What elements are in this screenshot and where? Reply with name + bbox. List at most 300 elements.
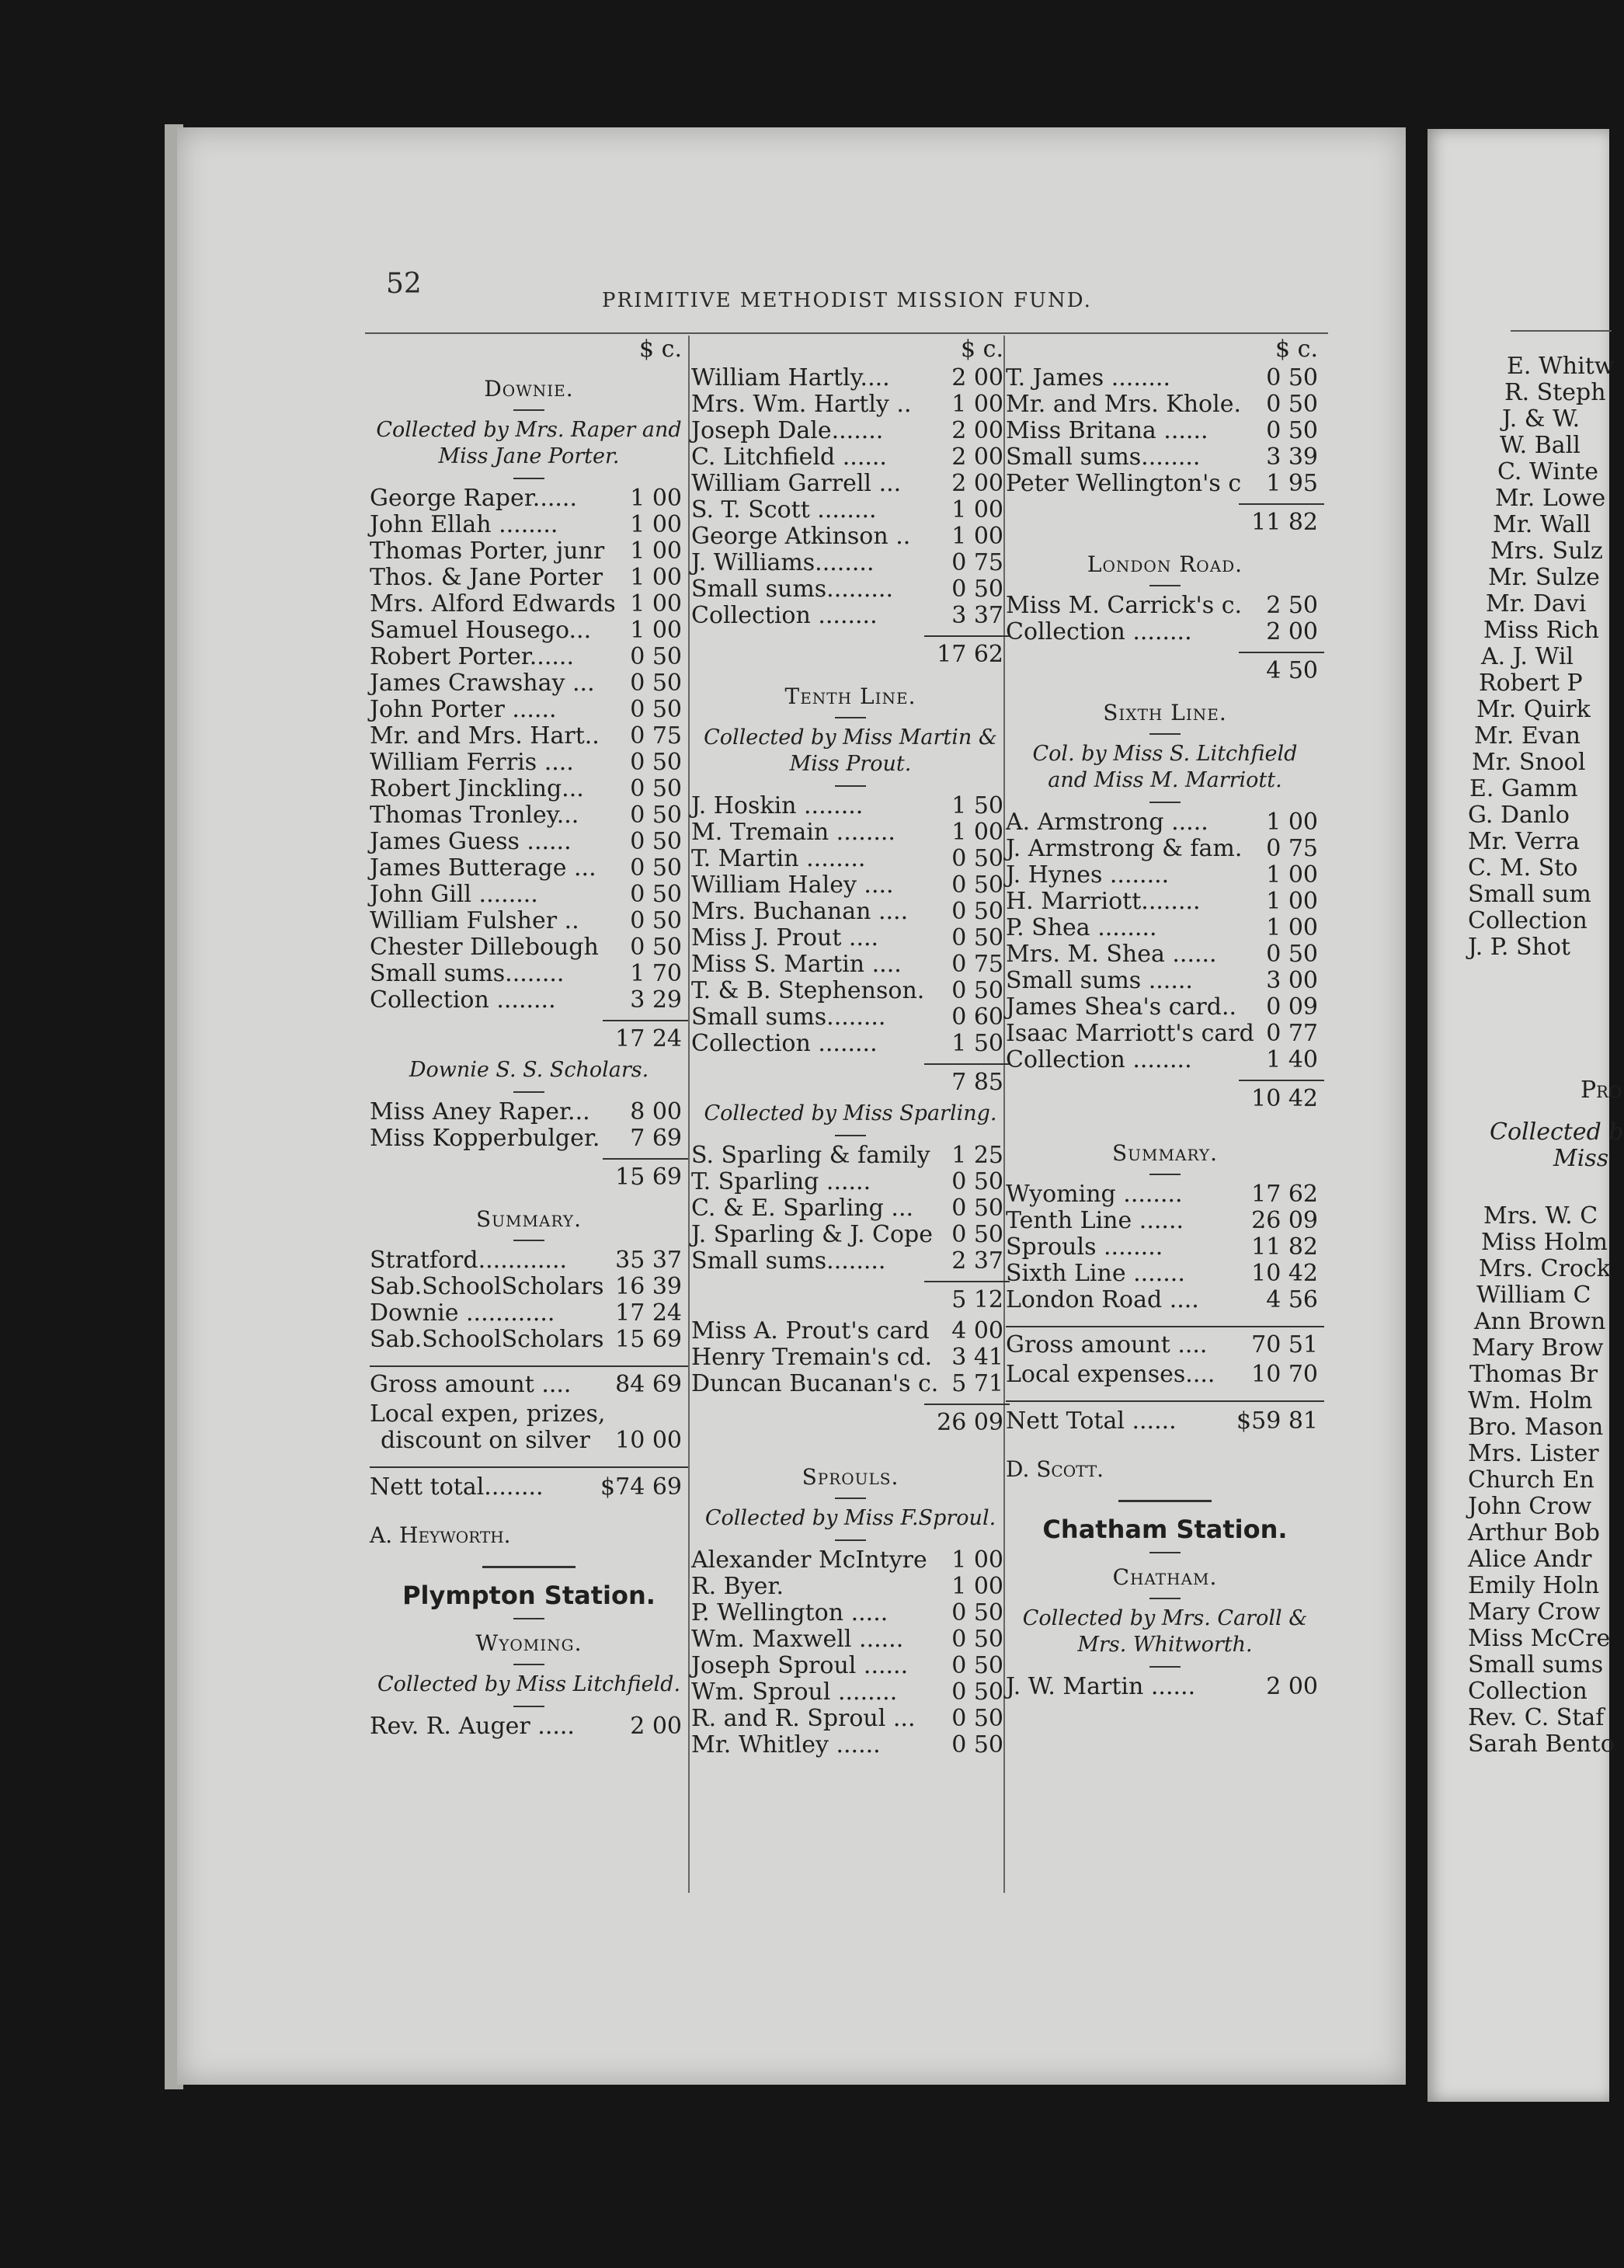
subtotal: 15 69 bbox=[603, 1158, 688, 1195]
entry-value: 2 00 bbox=[951, 417, 1003, 444]
entry-value: 8 00 bbox=[630, 1098, 682, 1125]
entry-value: 0 75 bbox=[951, 549, 1003, 576]
column-3 bbox=[1006, 334, 1324, 1700]
entry-row: Mr. Sulze bbox=[1488, 564, 1600, 591]
entry-value: 0 50 bbox=[951, 1731, 1003, 1758]
entry-name: T. Sparling ...... bbox=[691, 1168, 871, 1195]
section-heading: Summary. bbox=[476, 1206, 582, 1232]
entry-name: Wm. Sproul ........ bbox=[691, 1678, 898, 1706]
entry-value: 1 00 bbox=[951, 1573, 1003, 1600]
section-heading: Tenth Line. bbox=[784, 684, 916, 709]
entry-name: discount on silver bbox=[381, 1427, 590, 1454]
entry-row: Small sums bbox=[1468, 1651, 1604, 1678]
entry-row bbox=[1006, 994, 1324, 1021]
entry-name: Gross amount .... bbox=[370, 1371, 572, 1398]
entry-row bbox=[691, 978, 1010, 1004]
entry-name: Small sums........ bbox=[691, 1247, 886, 1275]
section-heading: London Road. bbox=[1087, 551, 1243, 577]
entry-value: 4 00 bbox=[951, 1317, 1003, 1344]
entry-row bbox=[1006, 1047, 1324, 1073]
entry-row bbox=[370, 697, 688, 723]
entry-row bbox=[1006, 593, 1324, 619]
collector-line: Mrs. Whitworth. bbox=[1077, 1633, 1253, 1657]
collector-line: Collected by Mrs. Caroll & bbox=[1022, 1606, 1308, 1630]
entry-list bbox=[691, 1318, 1010, 1397]
entry-row: Mary Brow bbox=[1472, 1334, 1604, 1362]
dash bbox=[1149, 1174, 1181, 1175]
entry-row: Alice Andr bbox=[1468, 1546, 1592, 1573]
entry-row bbox=[370, 1300, 688, 1327]
entry-name: Tenth Line ...... bbox=[1006, 1207, 1184, 1234]
entry-list bbox=[1468, 1203, 1624, 1758]
entry-name: Collection ........ bbox=[1006, 618, 1192, 645]
entry-value: 0 50 bbox=[630, 854, 682, 882]
entry-value: 0 77 bbox=[1266, 1020, 1318, 1047]
dash bbox=[513, 1091, 544, 1093]
dash bbox=[1149, 1666, 1181, 1668]
entry-value: 0 50 bbox=[630, 670, 682, 697]
entry-name: John Gill ........ bbox=[370, 881, 538, 908]
entry-value: 0 50 bbox=[951, 871, 1003, 899]
entry-value: 1 00 bbox=[951, 819, 1003, 846]
entry-row: Mr. Davi bbox=[1486, 590, 1587, 617]
entry-name: London Road .... bbox=[1006, 1286, 1199, 1313]
entry-row: R. Steph bbox=[1504, 379, 1606, 406]
entry-name: Miss S. Martin .... bbox=[691, 951, 902, 978]
entry-value: 4 56 bbox=[1266, 1286, 1318, 1313]
entry-value: 0 50 bbox=[951, 1599, 1003, 1626]
entry-value: 5 71 bbox=[951, 1370, 1003, 1397]
entry-list bbox=[1006, 1181, 1324, 1313]
entry-row bbox=[691, 1371, 1010, 1397]
entry-list bbox=[1006, 593, 1324, 645]
right-page-rule bbox=[1511, 330, 1612, 332]
entry-value: 0 50 bbox=[951, 898, 1003, 925]
entry-row bbox=[691, 925, 1010, 951]
entry-row bbox=[691, 471, 1010, 497]
entry-value: 3 00 bbox=[1266, 967, 1318, 994]
entry-row bbox=[691, 576, 1010, 603]
entry-row bbox=[691, 444, 1010, 471]
entry-name: Mrs. Buchanan .... bbox=[691, 898, 909, 925]
entry-row bbox=[370, 1125, 688, 1152]
entry-row: Mr. Evan bbox=[1474, 722, 1581, 750]
entry-value: $74 69 bbox=[600, 1473, 682, 1501]
entry-row: C. Winte bbox=[1497, 458, 1598, 485]
collector-line: Collected by Mrs. Raper and bbox=[376, 418, 682, 442]
entry-row bbox=[691, 793, 1010, 819]
entry-name: Collection ........ bbox=[691, 602, 878, 629]
entry-value: 0 75 bbox=[630, 722, 682, 750]
entry-name: Duncan Bucanan's c. bbox=[691, 1370, 939, 1397]
entry-value: 0 50 bbox=[630, 749, 682, 776]
entry-name: Samuel Housego... bbox=[370, 617, 592, 644]
entry-list bbox=[370, 1247, 688, 1353]
entry-value: 2 00 bbox=[951, 470, 1003, 497]
entry-value: 0 50 bbox=[630, 907, 682, 934]
dash bbox=[835, 717, 866, 718]
entry-value: 2 00 bbox=[1266, 1673, 1318, 1700]
spacer bbox=[370, 1505, 688, 1518]
entry-value: 0 09 bbox=[1266, 993, 1318, 1021]
entry-name: William Garrell ... bbox=[691, 470, 902, 497]
entry-row bbox=[691, 1732, 1010, 1758]
entry-value: 1 00 bbox=[1266, 914, 1318, 941]
entry-value: 1 40 bbox=[1266, 1046, 1318, 1073]
entry-name: Nett Total ...... bbox=[1006, 1407, 1177, 1435]
entry-value: 0 50 bbox=[951, 1221, 1003, 1248]
currency-header: $ c. bbox=[1275, 336, 1318, 363]
entry-list bbox=[1006, 365, 1324, 497]
entry-value: 0 50 bbox=[951, 845, 1003, 872]
page-number: 52 bbox=[386, 268, 422, 300]
entry-row bbox=[370, 934, 688, 961]
entry-list bbox=[691, 1547, 1010, 1758]
entry-row bbox=[370, 723, 688, 750]
entry-name: Small sums........ bbox=[691, 1004, 886, 1031]
entry-value: 70 51 bbox=[1251, 1331, 1318, 1358]
entry-row bbox=[691, 819, 1010, 846]
entry-name: Alexander McIntyre bbox=[691, 1546, 927, 1574]
section-heading: Chatham. bbox=[1112, 1564, 1218, 1590]
dash bbox=[1149, 585, 1181, 586]
subtotal: 26 09 bbox=[924, 1404, 1010, 1441]
entry-value: 1 00 bbox=[630, 485, 682, 512]
entry-name: Sixth Line ....... bbox=[1006, 1260, 1185, 1287]
entry-row: G. Danlo bbox=[1468, 802, 1570, 829]
entry-value: 0 50 bbox=[630, 881, 682, 908]
entry-name: Isaac Marriott's card bbox=[1006, 1020, 1254, 1047]
entry-value: 0 50 bbox=[951, 1678, 1003, 1706]
entry-value: 0 50 bbox=[951, 1626, 1003, 1653]
entry-value: 0 50 bbox=[630, 802, 682, 829]
entry-row: J. & W. bbox=[1502, 405, 1581, 433]
entry-name: Sprouls ........ bbox=[1006, 1233, 1163, 1261]
entry-value: 84 69 bbox=[615, 1371, 682, 1398]
entry-name: Miss M. Carrick's c. bbox=[1006, 592, 1243, 619]
entry-value: 1 00 bbox=[951, 1546, 1003, 1574]
entry-row bbox=[691, 1653, 1010, 1679]
entry-name: Henry Tremain's cd. bbox=[691, 1344, 933, 1371]
entry-value: 16 39 bbox=[615, 1273, 682, 1300]
entry-value: 0 50 bbox=[630, 775, 682, 802]
dash bbox=[513, 1240, 544, 1241]
entry-value: 17 62 bbox=[1251, 1181, 1318, 1208]
entry-row bbox=[691, 1679, 1010, 1706]
entry-value: 2 00 bbox=[951, 444, 1003, 471]
entry-row bbox=[370, 670, 688, 697]
section-rule bbox=[1118, 1500, 1212, 1502]
entry-name: T. Martin ........ bbox=[691, 845, 866, 872]
collector-line: Collected by Miss Sparling. bbox=[704, 1101, 997, 1125]
entry-name: R. Byer. bbox=[691, 1573, 784, 1600]
entry-value: $59 81 bbox=[1236, 1407, 1318, 1435]
column-2 bbox=[691, 334, 1010, 1758]
entry-name: Miss Britana ...... bbox=[1006, 417, 1208, 444]
entry-row: C. M. Sto bbox=[1468, 854, 1578, 882]
dash bbox=[1149, 1552, 1181, 1553]
local-expenses-row bbox=[1006, 1362, 1324, 1388]
collector-line: Collected by Miss Litchfield. bbox=[377, 1672, 681, 1696]
entry-value: 1 50 bbox=[951, 792, 1003, 819]
entry-name: H. Marriott........ bbox=[1006, 888, 1201, 915]
entry-row: Collection bbox=[1468, 907, 1587, 934]
entry-name: Joseph Dale....... bbox=[691, 417, 884, 444]
entry-row bbox=[691, 846, 1010, 872]
entry-row: E. Whitw bbox=[1507, 353, 1615, 380]
entry-row: Miss Rich bbox=[1483, 617, 1599, 644]
entry-row bbox=[1006, 836, 1324, 862]
spacer bbox=[370, 1353, 688, 1365]
subtotal: 4 50 bbox=[1239, 652, 1324, 689]
entry-row bbox=[691, 1195, 1010, 1222]
entry-value: 0 50 bbox=[951, 1168, 1003, 1195]
entry-value: 0 60 bbox=[951, 1004, 1003, 1031]
nett-total-row bbox=[1006, 1400, 1324, 1439]
collector-line: and Miss M. Marriott. bbox=[1048, 768, 1282, 792]
entry-value: 35 37 bbox=[615, 1247, 682, 1274]
entry-name: J. Armstrong & fam. bbox=[1006, 835, 1243, 862]
entry-name: M. Tremain ........ bbox=[691, 819, 895, 846]
entry-row: E. Gamm bbox=[1469, 775, 1578, 802]
entry-value: 0 50 bbox=[1266, 941, 1318, 968]
entry-value: 0 50 bbox=[630, 696, 682, 723]
spacer bbox=[1006, 1439, 1324, 1452]
entry-value: 2 00 bbox=[951, 364, 1003, 391]
entry-row bbox=[691, 1547, 1010, 1574]
entry-row bbox=[1006, 809, 1324, 836]
entry-name: Nett total........ bbox=[370, 1473, 544, 1501]
entry-row bbox=[691, 1169, 1010, 1195]
entry-value: 1 00 bbox=[630, 617, 682, 644]
entry-row: Mr. Wall bbox=[1493, 511, 1591, 538]
entry-row bbox=[370, 1327, 688, 1353]
entry-row bbox=[370, 617, 688, 644]
entry-row bbox=[1006, 1208, 1324, 1234]
entry-name: J. Sparling & J. Cope bbox=[691, 1221, 933, 1248]
entry-name: Wyoming ........ bbox=[1006, 1181, 1183, 1208]
entry-row bbox=[691, 524, 1010, 550]
entry-row bbox=[691, 1031, 1010, 1057]
collector-line: Col. by Miss S. Litchfield bbox=[1032, 742, 1298, 766]
entry-row: Miss McCre bbox=[1468, 1625, 1611, 1652]
entry-name: John Porter ...... bbox=[370, 696, 557, 723]
entry-name: J. Hoskin ........ bbox=[691, 792, 864, 819]
entry-row: Mr. Verra bbox=[1468, 828, 1581, 855]
entry-row: Emily Holn bbox=[1468, 1572, 1600, 1599]
entry-name: Miss Kopperbulger. bbox=[370, 1125, 600, 1152]
entry-value: 1 00 bbox=[630, 564, 682, 591]
spacer bbox=[691, 1441, 1010, 1453]
entry-row bbox=[370, 1274, 688, 1300]
spacer bbox=[1468, 1104, 1624, 1119]
entry-value: 2 00 bbox=[630, 1713, 682, 1740]
entry-name: C. Litchfield ...... bbox=[691, 444, 887, 471]
gross-amount-row bbox=[1006, 1326, 1324, 1362]
entry-value: 11 82 bbox=[1251, 1233, 1318, 1261]
entry-row bbox=[370, 829, 688, 855]
entry-value: 0 50 bbox=[630, 934, 682, 961]
entry-value: 0 50 bbox=[951, 1705, 1003, 1732]
entry-name: Mr. and Mrs. Hart.. bbox=[370, 722, 600, 750]
entry-name: T. James ........ bbox=[1006, 364, 1171, 391]
entry-name: Small sums ...... bbox=[1006, 967, 1193, 994]
entry-value: 0 50 bbox=[951, 924, 1003, 951]
entry-row bbox=[1006, 889, 1324, 915]
discount-row bbox=[370, 1428, 688, 1454]
entry-value: 17 24 bbox=[615, 1299, 682, 1327]
entry-name: William Fulsher .. bbox=[370, 907, 579, 934]
entry-row bbox=[370, 565, 688, 591]
entry-name: Mrs. Alford Edwards bbox=[370, 590, 616, 617]
entry-row bbox=[1006, 968, 1324, 994]
entry-row bbox=[691, 1706, 1010, 1732]
entry-row bbox=[691, 391, 1010, 418]
entry-row bbox=[370, 882, 688, 908]
entry-name: Mrs. Wm. Hartly .. bbox=[691, 391, 912, 418]
entry-row bbox=[370, 485, 688, 512]
entry-row: A. J. Wil bbox=[1481, 643, 1574, 670]
entry-row bbox=[691, 550, 1010, 576]
entry-name: Downie ............ bbox=[370, 1299, 555, 1327]
entry-name: Local expen, prizes, bbox=[370, 1400, 606, 1428]
gross-amount-row bbox=[370, 1365, 688, 1401]
entry-row bbox=[691, 365, 1010, 391]
entry-row bbox=[1006, 1181, 1324, 1208]
dash bbox=[835, 785, 866, 787]
entry-value: 1 00 bbox=[1266, 861, 1318, 889]
entry-value: 1 00 bbox=[951, 523, 1003, 550]
entry-row bbox=[370, 644, 688, 670]
entry-row bbox=[1006, 1234, 1324, 1261]
entry-row: Church En bbox=[1468, 1466, 1594, 1494]
column-divider bbox=[688, 336, 690, 1893]
entry-name: S. T. Scott ........ bbox=[691, 496, 877, 524]
entry-name: Collection ........ bbox=[691, 1030, 878, 1057]
entry-row: J. P. Shot bbox=[1468, 934, 1570, 961]
section-heading: Wyoming. bbox=[475, 1630, 582, 1656]
entry-row: Small sum bbox=[1468, 881, 1591, 908]
entry-value: 2 00 bbox=[1266, 618, 1318, 645]
entry-list bbox=[691, 793, 1010, 1057]
entry-name: Robert Jinckling... bbox=[370, 775, 584, 802]
dash bbox=[513, 1664, 544, 1665]
section-heading: Summary. bbox=[1112, 1140, 1218, 1166]
entry-list bbox=[370, 1713, 688, 1740]
entry-row bbox=[691, 1626, 1010, 1653]
entry-value: 0 50 bbox=[951, 1195, 1003, 1222]
entry-value: 1 00 bbox=[951, 391, 1003, 418]
entry-row bbox=[691, 497, 1010, 524]
entry-list bbox=[691, 365, 1010, 629]
subtotal: 11 82 bbox=[1239, 503, 1324, 541]
dash bbox=[1149, 733, 1181, 735]
entry-row: Arthur Bob bbox=[1468, 1519, 1600, 1546]
entry-value: 1 00 bbox=[630, 511, 682, 538]
entry-value bbox=[682, 1401, 688, 1428]
signature: A. Heyworth. bbox=[370, 1522, 511, 1548]
section-heading: Downie S. S. Scholars. bbox=[409, 1058, 649, 1082]
currency-header: $ c. bbox=[639, 336, 682, 363]
entry-row bbox=[691, 1222, 1010, 1248]
entry-value: 10 00 bbox=[615, 1427, 682, 1454]
entry-name: Thomas Tronley... bbox=[370, 802, 579, 829]
entry-name: George Atkinson .. bbox=[691, 523, 911, 550]
dash bbox=[1149, 802, 1181, 803]
entry-row bbox=[1006, 915, 1324, 941]
entry-value: 0 50 bbox=[1266, 417, 1318, 444]
entry-value: 2 50 bbox=[1266, 592, 1318, 619]
entry-row bbox=[370, 961, 688, 987]
entry-row bbox=[691, 951, 1010, 978]
entry-value: 1 95 bbox=[1266, 470, 1318, 497]
entry-name: Collection ........ bbox=[1006, 1046, 1192, 1073]
entry-value: 0 50 bbox=[630, 828, 682, 855]
entry-name: Joseph Sproul ...... bbox=[691, 1652, 909, 1679]
entry-row bbox=[370, 750, 688, 776]
collector-line: Collected by Miss F.Sproul. bbox=[704, 1506, 996, 1530]
entry-row: Mrs. Sulz bbox=[1490, 537, 1603, 565]
entry-row: Ann Brown bbox=[1474, 1308, 1606, 1335]
dash bbox=[1149, 1598, 1181, 1599]
local-expenses-row bbox=[370, 1401, 688, 1428]
entry-value: 0 50 bbox=[951, 1652, 1003, 1679]
entry-name: Mrs. M. Shea ...... bbox=[1006, 941, 1217, 968]
dash bbox=[835, 1498, 866, 1499]
entry-name: T. & B. Stephenson. bbox=[691, 977, 925, 1004]
entry-name: Mr. and Mrs. Khole. bbox=[1006, 391, 1241, 418]
entry-row bbox=[370, 512, 688, 538]
entry-list bbox=[1006, 1674, 1324, 1700]
entry-value: 0 50 bbox=[1266, 364, 1318, 391]
entry-value: 1 00 bbox=[951, 496, 1003, 524]
entry-value: 10 42 bbox=[1251, 1260, 1318, 1287]
section-heading: Pro bbox=[1581, 1077, 1622, 1104]
entry-row bbox=[370, 987, 688, 1014]
entry-value: 3 37 bbox=[951, 602, 1003, 629]
column-1 bbox=[370, 334, 688, 1740]
entry-name: J. Hynes ........ bbox=[1006, 861, 1170, 889]
entry-row bbox=[370, 802, 688, 829]
entry-name: Stratford............ bbox=[370, 1247, 568, 1274]
entry-row: Mr. Snool bbox=[1472, 749, 1586, 776]
entry-value: 0 75 bbox=[951, 951, 1003, 978]
entry-row bbox=[1006, 471, 1324, 497]
entry-row bbox=[691, 1004, 1010, 1031]
entry-value: 2 37 bbox=[951, 1247, 1003, 1275]
dash bbox=[835, 1539, 866, 1541]
right-page-column bbox=[1468, 353, 1624, 1758]
entry-name: Wm. Maxwell ...... bbox=[691, 1626, 904, 1653]
entry-row bbox=[370, 908, 688, 934]
entry-row bbox=[370, 1247, 688, 1274]
section-heading: Downie. bbox=[484, 376, 574, 402]
entry-row bbox=[1006, 862, 1324, 889]
entry-row: John Crow bbox=[1468, 1493, 1592, 1520]
section-rule bbox=[482, 1566, 576, 1568]
entry-row bbox=[1006, 1261, 1324, 1287]
entry-row: Mrs. Crock bbox=[1479, 1255, 1611, 1282]
entry-name: Small sums......... bbox=[691, 576, 893, 603]
entry-value: 7 69 bbox=[630, 1125, 682, 1152]
entry-value: 0 50 bbox=[951, 977, 1003, 1004]
entry-row: Mr. Lowe bbox=[1495, 485, 1606, 512]
entry-row bbox=[691, 1344, 1010, 1371]
section-heading: Sprouls. bbox=[802, 1464, 899, 1490]
entry-row bbox=[1006, 418, 1324, 444]
entry-row: Miss Holm bbox=[1481, 1229, 1608, 1256]
station-heading: Plympton Station. bbox=[402, 1581, 656, 1610]
